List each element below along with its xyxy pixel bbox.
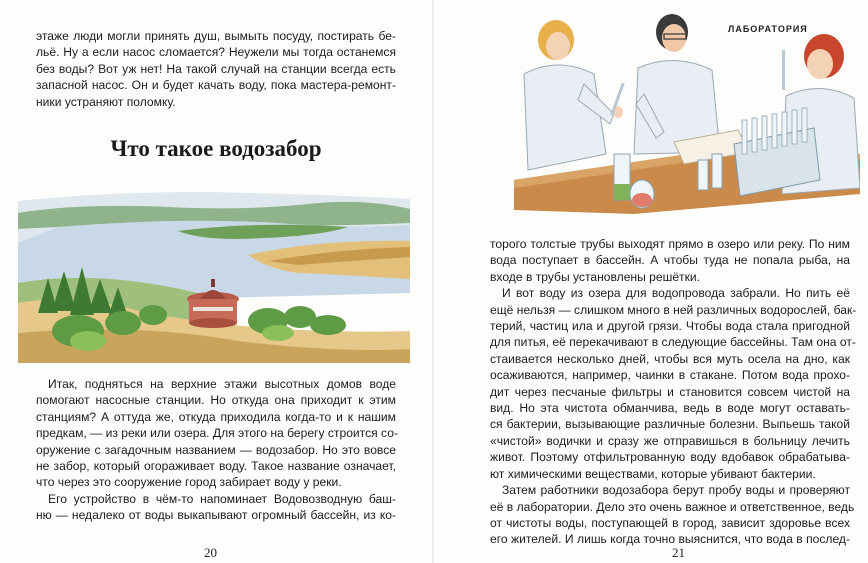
section-heading: Что такое водозабор — [110, 136, 322, 161]
page-number: 21 — [672, 545, 685, 560]
text-line: ют химическими веществами, которые убивают бактерии. — [490, 466, 816, 481]
lake-landscape-illustration — [18, 183, 410, 363]
text-line: не забор, который огораживает воду. Такое название означает, — [36, 459, 396, 474]
text-line: вода поступает в бассейн. А чтобы туда не попала рыба, на — [490, 253, 850, 268]
text-line: станциям? А оттуда же, откуда приходила когда-то и к нашим — [36, 409, 396, 424]
test-tube-rack — [734, 108, 820, 196]
text-line: осаживаются, например, чаинки в стакане. Потом вода прохо- — [490, 368, 850, 383]
left-page — [0, 0, 432, 563]
page-number: 20 — [204, 545, 217, 560]
text-line: И вот воду из озера для водопровода забрали. Но пить её — [502, 286, 850, 301]
text-line: терий, частиц ила и другой грязи. Чтобы вода стала пригодной — [490, 319, 850, 334]
text-line: дит через песчаные фильтры и становится совсем чистой на — [490, 384, 850, 399]
text-line: входе в трубы установлены решётки. — [490, 269, 700, 284]
text-line: этаже люди могли принять душ, вымыть посуду, постирать бе- — [36, 29, 396, 43]
text-line: «чистой» водички и сразу же отправишься в больницу лечить — [490, 433, 850, 448]
text-line: от чистоты воды, поступающей в город, зависит здоровье всех — [490, 515, 850, 530]
text-line: запасной насос. Он и будет качать воду, пока мастера-ремонт- — [36, 78, 396, 93]
text-line: помогают насосные станции. Но откуда она приходит к этим — [36, 393, 396, 408]
text-line: живот. Поэтому отфильтрованную воду вдобавок обрабатыва- — [490, 450, 850, 465]
text-line: ники устраняют поломку. — [36, 94, 176, 109]
text-line: вид. Но эта чистота обманчива, ведь в воде могут оставать- — [490, 401, 850, 416]
text-line: Его устройство в чём-то напоминает Водовозводную баш- — [48, 491, 396, 506]
text-line: Затем работники водозабора берут пробу воды и проверяют — [502, 483, 850, 498]
text-line: ся бактерии, вызывающие различные болезни. Выпьешь такой — [490, 417, 850, 432]
laboratory-illustration — [514, 4, 860, 218]
intro-paragraph — [36, 28, 396, 110]
main-paragraph — [490, 236, 857, 548]
text-line: что через это сооружение город забирает воду у реки. — [36, 475, 342, 490]
text-line: оружение с загадочным названием — водозабор. Но это вовсе — [36, 442, 396, 457]
text-line: ню — недалеко от воды выкапывают огромный бассейн, из ко- — [36, 508, 396, 523]
main-paragraph — [36, 376, 396, 524]
text-line: её в лаборатории. Дело это очень важное и ответственное, ведь — [490, 499, 855, 514]
text-line: без воды? Вот уж нет! На такой случай на станции всегда есть — [36, 61, 396, 76]
text-line: Итак, подняться на верхние этажи высотных домов воде — [48, 377, 396, 391]
text-line: ещё нельзя — слишком много в ней различных водорослей, бак- — [490, 302, 857, 317]
text-line: торого толстые трубы выходят прямо в озеро или реку. По ним — [490, 237, 850, 251]
text-line: его жителей. И лишь когда точно выяснится, что вода в послед- — [490, 532, 850, 547]
text-line: льё. Ну а если насос сломается? Неужели мы тогда останемся — [36, 45, 396, 60]
text-line: стаивается несколько дней, чтобы вся муть осела на дно, как — [490, 351, 850, 366]
text-line: предкам, — из реки или озера. Для этого на берегу строится со- — [36, 426, 398, 441]
lab-sign-label: ЛАБОРАТОРИЯ — [728, 24, 808, 34]
text-line: для питья, её перекачивают в следующие бассейны. Там она от- — [490, 335, 856, 350]
right-page — [434, 0, 868, 563]
